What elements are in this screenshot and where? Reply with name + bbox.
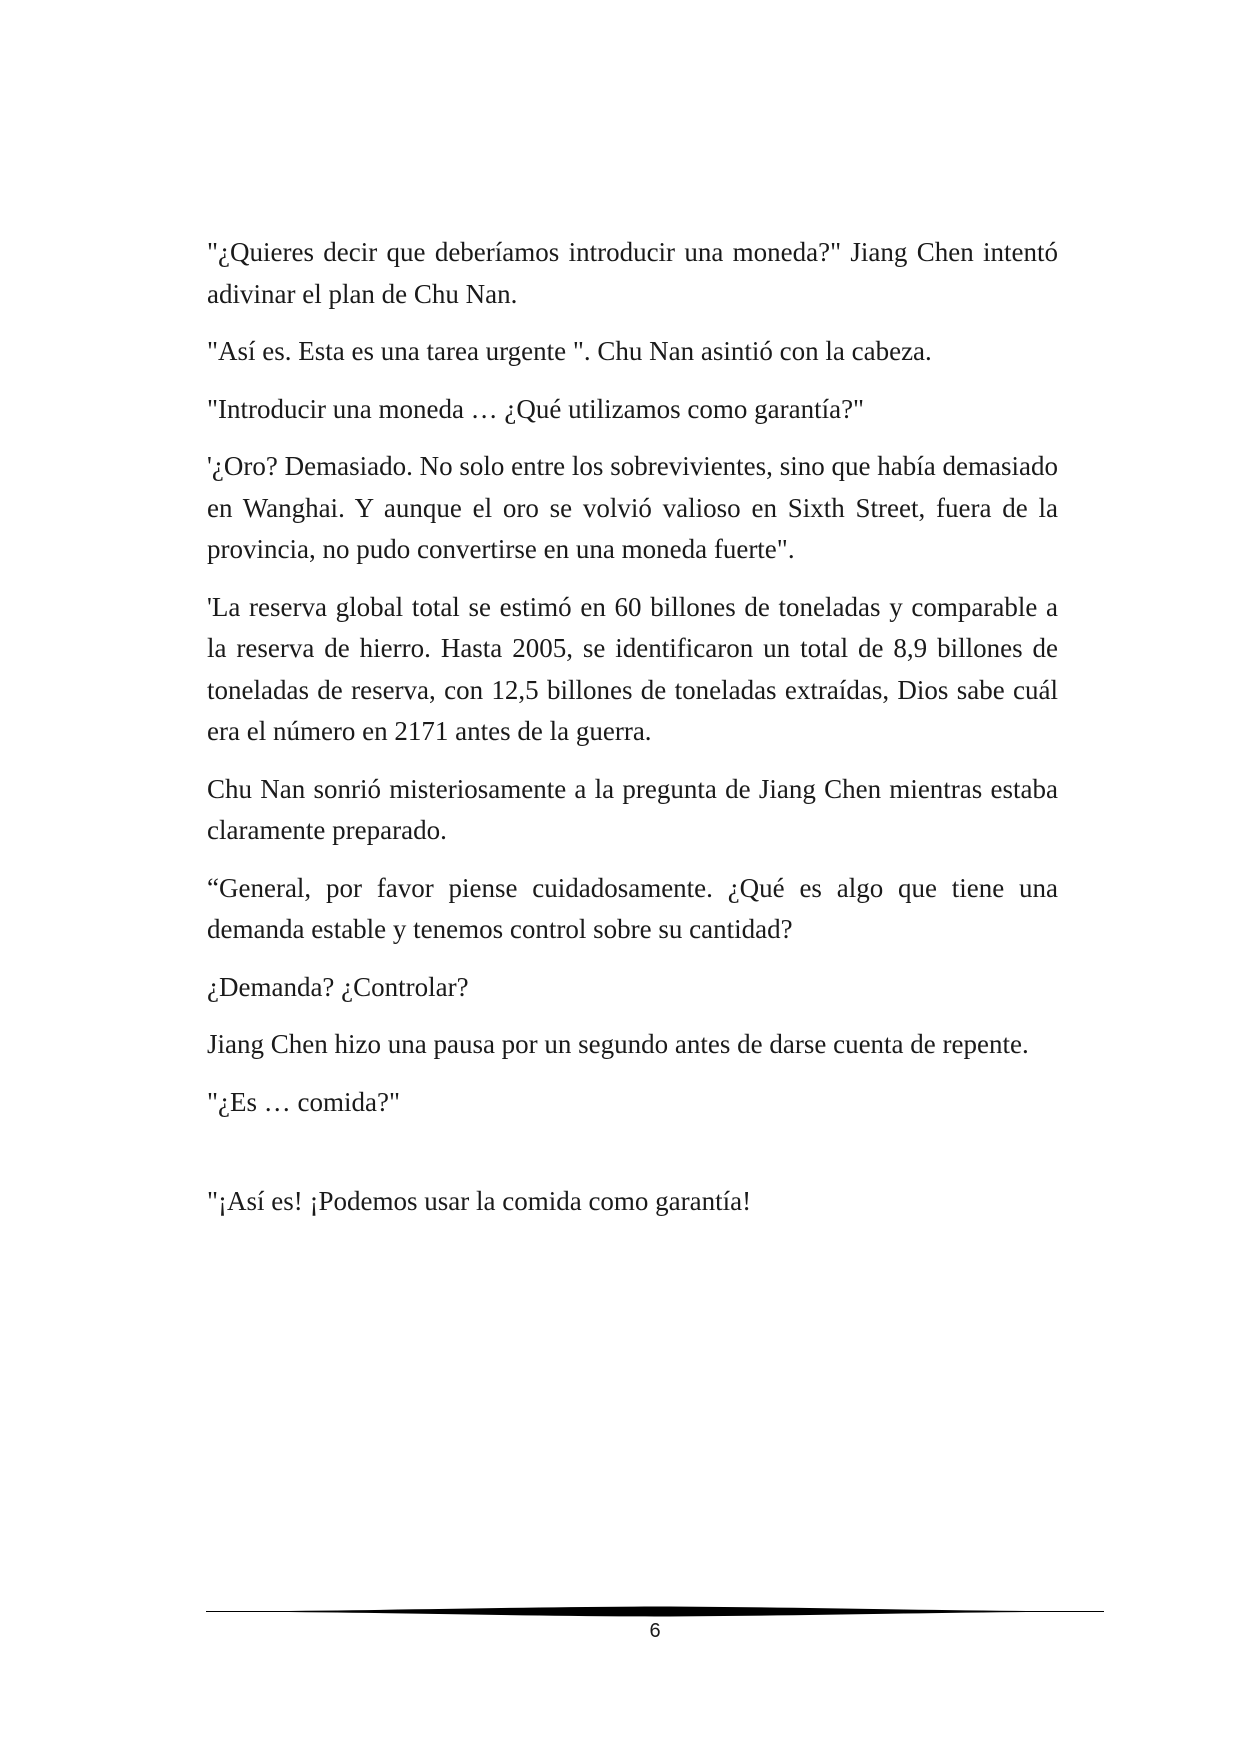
paragraph: Jiang Chen hizo una pausa por un segundo antes de darse cuenta de repente. [207, 1029, 1029, 1059]
page-number: 6 [649, 1620, 661, 1642]
paragraph: Chu Nan sonrió misteriosamente a la pregunta de Jiang Chen mientras estaba claramente preparado. [207, 773, 1058, 845]
paragraph: "¿Es … comida?" [207, 1086, 400, 1117]
paragraph: '¿Oro? Demasiado. No solo entre los sobrevivientes, sino que había demasiado en Wanghai. Y aunque el oro se volvió valioso en Sixth Street, fuera de la provincia, no pudo convertirse en una moneda fuerte". [207, 451, 1058, 564]
paragraph: "¿Quieres decir que deberíamos introducir una moneda?" Jiang Chen intentó adivinar el plan de Chu Nan. [207, 237, 1058, 309]
paragraph: "Así es. Esta es una tarea urgente ". Chu Nan asintió con la cabeza. [207, 336, 932, 366]
paragraph: "Introducir una moneda … ¿Qué utilizamos como garantía?" [207, 393, 865, 424]
body-text [207, 232, 1058, 1239]
paragraph: 'La reserva global total se estimó en 60 billones de toneladas y comparable a la reserva de hierro. Hasta 2005, se identificaron un total de 8,9 billones de toneladas de reserva, con 12,5 billones de toneladas extraídas, Dios sabe cuál era el número en 2171 antes de la guerra. [207, 591, 1058, 746]
paragraph: ¿Demanda? ¿Controlar? [207, 971, 469, 1002]
paragraph: “General, por favor piense cuidadosamente. ¿Qué es algo que tiene una demanda estable y tenemos control sobre su cantidad? [207, 872, 1058, 944]
paragraph: "¡Así es! ¡Podemos usar la comida como garantía! [207, 1186, 752, 1216]
footer-divider [206, 1605, 1104, 1617]
